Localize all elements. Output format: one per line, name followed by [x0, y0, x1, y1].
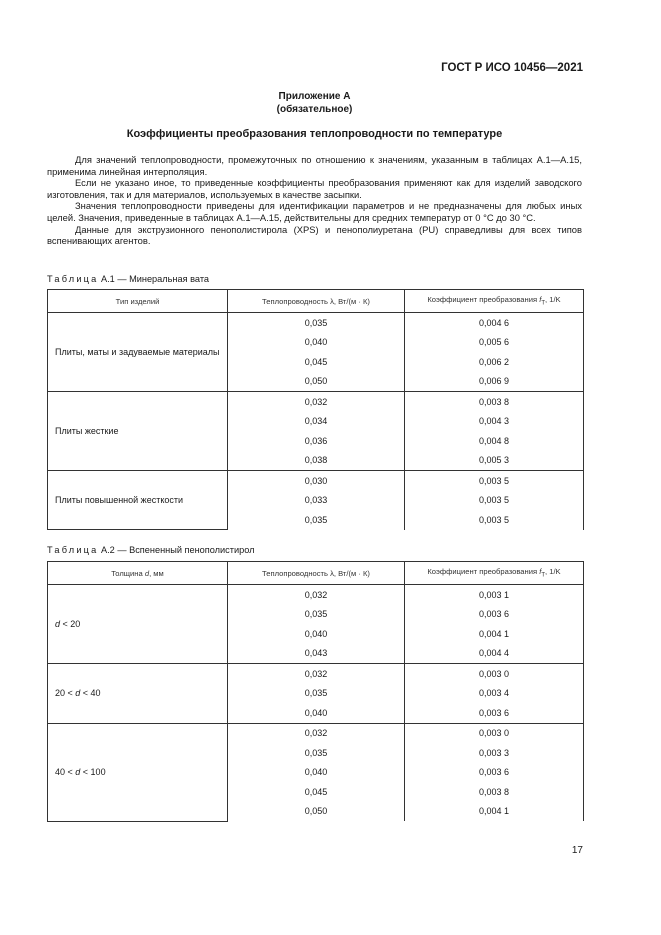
cell-coefficient: 0,005 3	[405, 451, 584, 471]
cell-conductivity: 0,035	[228, 605, 405, 625]
cell-coefficient: 0,003 5	[405, 471, 584, 491]
group-label: Плиты повышенной жесткости	[48, 471, 228, 530]
cell-conductivity: 0,036	[228, 431, 405, 451]
cell-conductivity: 0,045	[228, 352, 405, 372]
table-row	[48, 392, 584, 412]
cell-conductivity: 0,032	[228, 392, 405, 412]
col-header-coefficient: Коэффициент преобразования $f_T$, 1/K	[405, 562, 584, 585]
table-caption-word: Таблица	[47, 545, 99, 555]
cell-conductivity: 0,040	[228, 703, 405, 723]
cell-conductivity: 0,038	[228, 451, 405, 471]
col-header-conductivity: Теплопроводность λ, Вт/(м · К)	[228, 562, 405, 585]
cell-coefficient: 0,003 0	[405, 723, 584, 743]
cell-conductivity: 0,043	[228, 644, 405, 664]
col-header-coefficient: Коэффициент преобразования $f_T$, 1/K	[405, 290, 584, 313]
cell-coefficient: 0,005 6	[405, 333, 584, 353]
document-title: Коэффициенты преобразования теплопроводности по температуре	[126, 128, 503, 140]
table-expanded-polystyrene	[47, 561, 584, 822]
cell-conductivity: 0,050	[228, 802, 405, 822]
cell-conductivity: 0,035	[228, 684, 405, 704]
intro-text	[47, 154, 582, 247]
cell-conductivity: 0,035	[228, 510, 405, 530]
cell-coefficient: 0,003 4	[405, 684, 584, 704]
cell-coefficient: 0,004 1	[405, 624, 584, 644]
table-row	[48, 313, 584, 333]
cell-conductivity: 0,040	[228, 624, 405, 644]
cell-conductivity: 0,050	[228, 372, 405, 392]
group-label: d < 20	[48, 585, 228, 664]
group-label: Плиты жесткие	[48, 392, 228, 471]
appendix-title: Приложение А	[278, 91, 351, 102]
cell-conductivity: 0,040	[228, 763, 405, 783]
col-header-conductivity: Теплопроводность λ, Вт/(м · К)	[228, 290, 405, 313]
standard-number: ГОСТ Р ИСО 10456—2021	[441, 62, 583, 74]
cell-conductivity: 0,032	[228, 664, 405, 684]
page-number: 17	[571, 845, 583, 856]
table-caption-text: А.2 — Вспененный пенополистирол	[101, 545, 255, 555]
cell-coefficient: 0,003 1	[405, 585, 584, 605]
cell-coefficient: 0,004 6	[405, 313, 584, 333]
table2-caption	[47, 545, 254, 555]
intro-paragraph: Если не указано иное, то приведенные коэффициенты преобразования применяют как для изделий заводского изготовления, так и для материалов, используемых в качестве засыпки.	[47, 177, 582, 200]
cell-coefficient: 0,004 8	[405, 431, 584, 451]
cell-coefficient: 0,006 2	[405, 352, 584, 372]
cell-conductivity: 0,030	[228, 471, 405, 491]
table-caption-text: А.1 — Минеральная вата	[101, 274, 210, 284]
table-row	[48, 471, 584, 491]
table-row	[48, 664, 584, 684]
cell-coefficient: 0,006 9	[405, 372, 584, 392]
intro-paragraph: Значения теплопроводности приведены для идентификации параметров и не предназначены для любых иных целей. Значения, приведенные в таблицах А.1—А.15, действительны для средних температур от 0 °С до 30 °С.	[47, 200, 582, 223]
cell-coefficient: 0,004 3	[405, 412, 584, 432]
cell-conductivity: 0,032	[228, 723, 405, 743]
appendix-subtitle: (обязательное)	[276, 104, 353, 115]
cell-conductivity: 0,034	[228, 412, 405, 432]
cell-coefficient: 0,003 3	[405, 743, 584, 763]
table-mineral-wool	[47, 289, 584, 530]
cell-conductivity: 0,045	[228, 782, 405, 802]
table-caption-word: Таблица	[47, 274, 99, 284]
table-row	[48, 585, 584, 605]
cell-coefficient: 0,003 8	[405, 782, 584, 802]
cell-coefficient: 0,003 6	[405, 703, 584, 723]
group-label: 40 < d < 100	[48, 723, 228, 821]
cell-coefficient: 0,003 6	[405, 605, 584, 625]
cell-coefficient: 0,003 6	[405, 763, 584, 783]
cell-coefficient: 0,004 1	[405, 802, 584, 822]
cell-conductivity: 0,040	[228, 333, 405, 353]
cell-coefficient: 0,003 0	[405, 664, 584, 684]
group-label: 20 < d < 40	[48, 664, 228, 724]
col-header-thickness: Толщина d, мм	[48, 562, 228, 585]
cell-conductivity: 0,032	[228, 585, 405, 605]
cell-conductivity: 0,035	[228, 313, 405, 333]
table1-caption	[47, 274, 209, 284]
cell-coefficient: 0,003 5	[405, 510, 584, 530]
intro-paragraph: Данные для экструзионного пенополистирола (XPS) и пенополиуретана (PU) справедливы для всех типов вспенивающих агентов.	[47, 223, 582, 247]
cell-conductivity: 0,033	[228, 491, 405, 511]
cell-coefficient: 0,003 8	[405, 392, 584, 412]
col-header-product-type: Тип изделий	[48, 290, 228, 313]
cell-coefficient: 0,003 5	[405, 491, 584, 511]
table-row	[48, 723, 584, 743]
cell-conductivity: 0,035	[228, 743, 405, 763]
cell-coefficient: 0,004 4	[405, 644, 584, 664]
intro-paragraph: Для значений теплопроводности, промежуточных по отношению к значениям, указанным в таблицах А.1—А.15, применима линейная интерполяция.	[47, 154, 582, 177]
group-label: Плиты, маты и задуваемые материалы	[48, 313, 228, 392]
